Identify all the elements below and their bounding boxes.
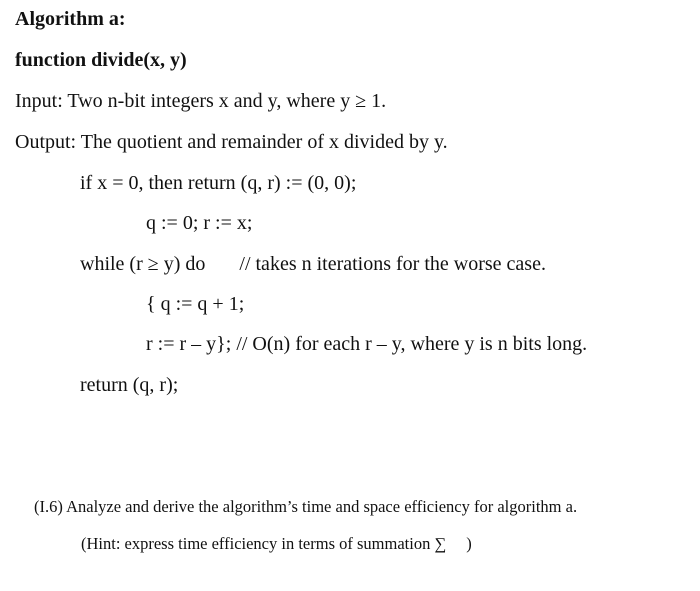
input-description: Input: Two n-bit integers x and y, where y ≥ 1. [15, 90, 387, 112]
code-return-line: return (q, r); [80, 374, 179, 396]
code-if-line: if x = 0, then return (q, r) := (0, 0); [80, 172, 357, 194]
code-init-line: q := 0; r := x; [146, 212, 253, 234]
hint-line [81, 534, 472, 554]
question-text: Analyze and derive the algorithm’s time and space efficiency for algorithm a. [66, 497, 578, 516]
question-line [34, 497, 577, 517]
while-statement: while (r ≥ y) do [80, 253, 206, 275]
hint-close-paren: ) [466, 534, 472, 553]
while-comment: // takes n iterations for the worse case. [239, 253, 546, 275]
question-number: (I.6) [34, 497, 63, 516]
output-description: Output: The quotient and remainder of x divided by y. [15, 131, 448, 153]
code-loop-body-2: r := r – y}; // O(n) for each r – y, where y is n bits long. [146, 333, 588, 355]
hint-text: (Hint: express time efficiency in terms of summation ∑ [81, 534, 447, 553]
code-while-line [80, 252, 546, 276]
algorithm-title: Algorithm a: [15, 8, 126, 30]
function-signature: function divide(x, y) [15, 49, 187, 71]
code-loop-body-1: { q := q + 1; [146, 293, 245, 315]
